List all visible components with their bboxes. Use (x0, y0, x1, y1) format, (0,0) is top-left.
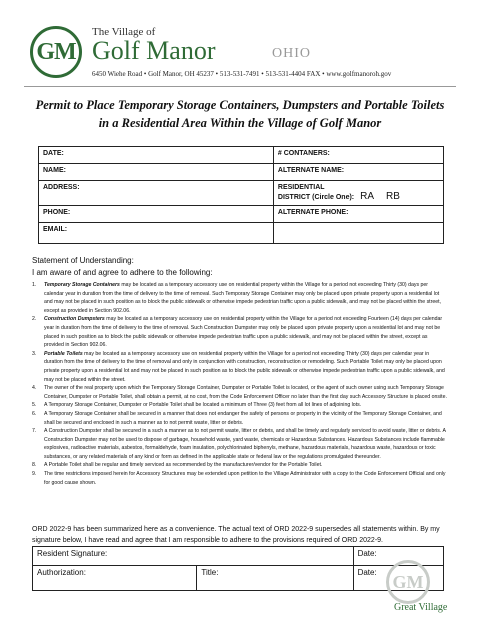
rules-list (32, 281, 448, 487)
document-title: Permit to Place Temporary Storage Containers, Dumpsters and Portable Toilets in a Residential Area Within the Village of Golf Manor (35, 98, 445, 130)
village-of-label: The Village of (92, 26, 156, 38)
date-field[interactable]: DATE: (39, 147, 274, 164)
rule-item: 5. A Temporary Storage Container, Dumpster or Portable Toilet shall be located a minimum of Three (3) feet from all lot lines of adjoining lots. (32, 402, 362, 409)
address-field[interactable]: ADDRESS: (39, 181, 274, 206)
resident-signature-field[interactable]: Resident Signature: (33, 547, 354, 566)
rule-item: 9. The time restrictions imposed herein for Accessory Structures may be extended upon petition to the Village Administrator with a copy to the Code Enforcement Official and only for good cause shown. (32, 471, 446, 486)
phone-field[interactable]: PHONE: (39, 206, 274, 223)
contact-address: 6450 Wiehe Road • Golf Manor, OH 45237 • 513-531-7491 • 513-531-4404 FAX • www.golfmanoroh.gov (92, 70, 392, 78)
footer-logo: GM (386, 560, 430, 604)
rule-item: 6. A Temporary Storage Container shall be secured in a manner that does not endanger the safety of persons or property in the vicinity of the Temporary Storage Container, and shall be secured and enclosed in such a manner as to not permit waste, litter or debris. (32, 410, 442, 426)
village-logo: GM (30, 26, 82, 78)
state-label: OHIO (272, 46, 311, 61)
containers-field[interactable]: # CONTANERS: (273, 147, 443, 164)
letterhead (24, 20, 464, 80)
date-signature-field[interactable]: Date: (353, 547, 443, 566)
footer-tagline: Great Village (394, 602, 448, 613)
name-field[interactable]: NAME: (39, 164, 274, 181)
authorization-field[interactable]: Authorization: (33, 566, 197, 591)
header-divider (24, 86, 456, 87)
title-field[interactable]: Title: (197, 566, 353, 591)
signature-table (32, 546, 444, 591)
statement-intro: I am aware of and agree to adhere to the following: (32, 268, 213, 277)
rule-item: 4. The owner of the real property upon which the Temporary Storage Container, Dumpster or Portable Toilet is located, or the agent of such owner using such Temporary Storage Container, Dumpster or Portable Toilet, shall obtain a permit, at no cost, from the Code Enforcement Officer no later than the first day such Accessory Structure is placed onsite. (32, 385, 447, 400)
alternate-phone-field[interactable]: ALTERNATE PHONE: (273, 206, 443, 223)
statement-heading: Statement of Understanding: (32, 256, 134, 265)
empty-cell (273, 223, 443, 244)
option-rb[interactable]: RB (386, 191, 400, 202)
rule-item: 8. A Portable Toilet shall be regular and timely serviced as recommended by the manufacturer/vendor for the Portable Toilet. (32, 462, 323, 469)
rule-item: 2. Construction Dumpsters may be located as a temporary accessory use on residential property within the Village for a period not exceeding Fourteen (14) days per calendar year in duration from the time of delivery to the time of removal. Such Construction Dumpster may only be placed upon private property upon a residential lot and may not be placed in such position as to block the public sidewalk or otherwise impede pedestrian traffic upon a public sidewalk, and may not be placed within the street, except as provided in Section 902.06. (32, 316, 443, 349)
rule-item: 3. Portable Toilets may be located as a temporary accessory use on residential property within the Village for a period not exceeding Thirty (30) days per calendar year in duration from the time of delivery to the time of removal and only in conjunction with construction, reconstruction or remodeling. Such Portable Toilet may only be placed upon private property upon a residential lot and may not be placed in such position as to block the public sidewalk or otherwise impede pedestrian traffic upon a public sidewalk, and may not be placed within the street. (32, 350, 445, 383)
applicant-form (38, 146, 444, 244)
option-ra[interactable]: RA (360, 191, 375, 202)
ord-notice: ORD 2022-9 has been summarized here as a convenience. The actual text of ORD 2022-9 supersedes all statements within. By my signature below, I have read and agree that I am responsible to adhere to the provisions required of ORD 2022-9. (32, 526, 440, 544)
email-field[interactable]: EMAIL: (39, 223, 274, 244)
rule-item: 7. A Construction Dumpster shall be secured in a such a manner as to not permit waste, litter or debris, and shall be timely and regularly serviced to avoid waste, litter or debris. A Construction Dumpster may not be used to dispose of garbage, household waste, yard waste, chemicals or Hazardous Substances. Hazardous Substances include flammable explosives, radioactive materials, asbestos, formaldehyde, foam insulation, polychlorinated biphenyls, methane, hazardous materials, hazardous waste, hazardous or toxic substances, or any related materials of any kind or form as defined in the applicable state or federal law or the regulations promulgated thereunder. (32, 428, 446, 460)
alternate-name-field[interactable]: ALTERNATE NAME: (273, 164, 443, 181)
village-name: Golf Manor (92, 36, 216, 65)
date-authorization-field[interactable]: Date: (353, 566, 443, 591)
rule-item: 1. Temporary Storage Containers may be located as a temporary accessory use on residential property within the Village for a period not exceeding Thirty (30) days per calendar year in duration from the time of delivery to the time of removal. Such Temporary Storage Container may only be placed upon private property upon a residential lot and may not be placed in such position as to block the public sidewalk or otherwise impede pedestrian traffic upon a public sidewalk, and may not be placed within the street, except as provided in Section 902.06. (32, 282, 441, 314)
district-field[interactable]: RESIDENTIAL DISTRICT (Circle One): RA RB (273, 181, 443, 206)
